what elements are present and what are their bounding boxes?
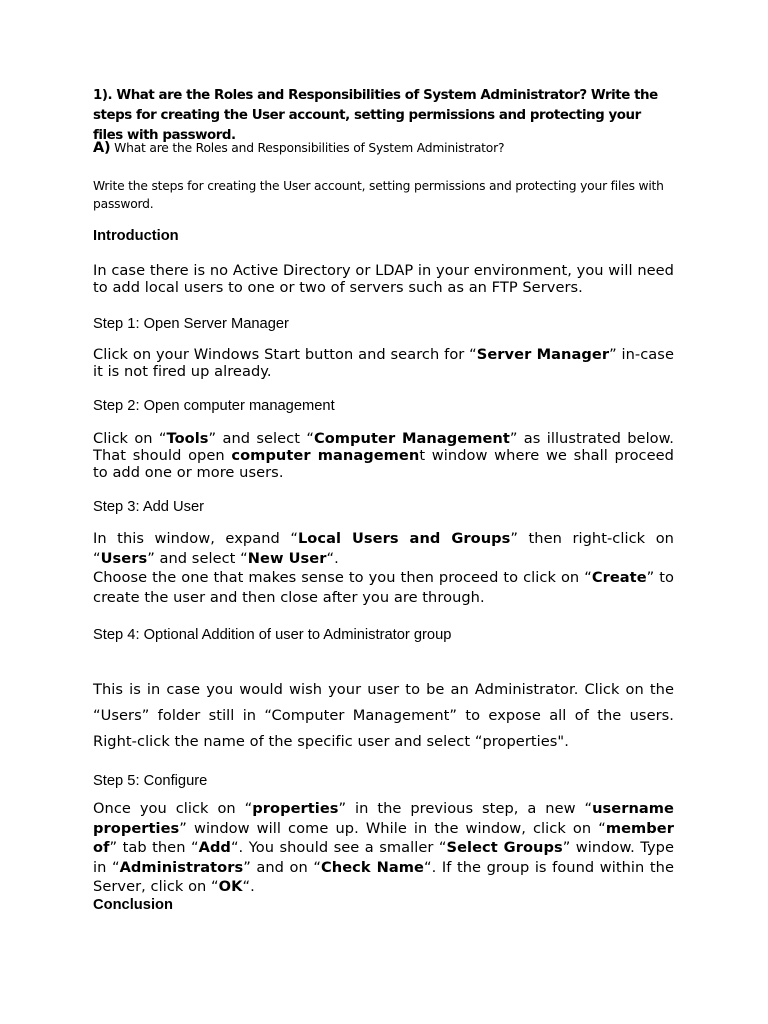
- question-title: 1). What are the Roles and Responsibilities of System Administrator? Write the steps for creating the User account, setting permissions and protecting your files with password.: [93, 88, 658, 143]
- bold-span: Add: [198, 839, 231, 856]
- text-span: Click on “: [93, 430, 167, 447]
- text-span: In this window, expand “: [93, 530, 298, 547]
- introduction-text: In case there is no Active Directory or LDAP in your environment, you will need to add local users to one or two of servers such as an FTP Servers.: [93, 262, 674, 296]
- bold-span: Check Name: [321, 858, 424, 876]
- text-span: “. If the group is found within the Server, click on “: [93, 858, 674, 895]
- text-span: ” in-case it is not fired up already.: [93, 346, 674, 380]
- bold-span: Select Groups: [446, 839, 563, 856]
- text-span: “.: [326, 549, 339, 567]
- text-span: ” then right-click on “: [93, 530, 674, 567]
- introduction-heading: Introduction: [93, 228, 179, 244]
- text-span: ” to create the user and then close after you are through.: [93, 569, 674, 606]
- bold-span: Local Users and Groups: [297, 530, 511, 547]
- text-span: “.: [242, 878, 255, 895]
- bold-span: computer managemen: [231, 447, 420, 464]
- text-span: ” as illustrated below. That should open: [93, 430, 674, 464]
- text-span: ” window will come up. While in the window, click on “: [179, 819, 606, 837]
- step5-heading: Step 5: Configure: [93, 773, 208, 789]
- text-span: “. You should see a smaller “: [230, 839, 447, 856]
- step1-text: [93, 346, 674, 380]
- step1-heading: Step 1: Open Server Manager: [93, 316, 289, 332]
- text-span: Choose the one that makes sense to you then proceed to click on “: [93, 569, 592, 586]
- text-span: ” tab then “: [109, 839, 199, 856]
- bold-span: Server Manager: [476, 346, 610, 363]
- step4-heading: Step 4: Optional Addition of user to Administrator group: [93, 627, 452, 643]
- bold-span: Create: [591, 569, 647, 586]
- text-span: ” and select “: [147, 549, 248, 567]
- answer-line: [93, 139, 674, 157]
- text-span: ” and on “: [243, 858, 322, 876]
- text-span: ” in the previous step, a new “: [338, 800, 593, 817]
- step2-text: [93, 430, 674, 481]
- answer-question: What are the Roles and Responsibilities of System Administrator?: [110, 141, 505, 155]
- answer-label: A): [93, 140, 111, 156]
- bold-span: Administrators: [119, 858, 244, 876]
- step4-text: This is in case you would wish your user to be an Administrator. Click on the “Users” folder still in “Computer Management” to expose all of the users. Right-click the name of the specific user and select “properties".: [93, 681, 674, 750]
- text-span: ” and select “: [208, 430, 314, 447]
- step5-text: [93, 799, 674, 897]
- step3-text: [93, 529, 674, 607]
- bold-span: member of: [93, 819, 674, 856]
- bold-span: New User: [247, 549, 327, 567]
- bold-span: username properties: [93, 800, 675, 837]
- bold-span: Users: [100, 549, 148, 567]
- bold-span: OK: [218, 878, 243, 895]
- text-span: Click on your Windows Start button and search for “: [93, 346, 477, 363]
- bold-span: Computer Management: [313, 430, 510, 447]
- conclusion-heading: Conclusion: [93, 897, 173, 913]
- text-span: ” window. Type in “: [93, 839, 674, 876]
- text-span: t window where we shall proceed to add one or more users.: [93, 447, 674, 481]
- step2-heading: Step 2: Open computer management: [93, 398, 335, 414]
- text-span: Once you click on “: [93, 800, 253, 817]
- answer-steps-request: Write the steps for creating the User account, setting permissions and protecting your files with password.: [93, 179, 664, 211]
- bold-span: Tools: [166, 430, 209, 447]
- step3-heading: Step 3: Add User: [93, 499, 205, 515]
- bold-span: properties: [252, 800, 339, 817]
